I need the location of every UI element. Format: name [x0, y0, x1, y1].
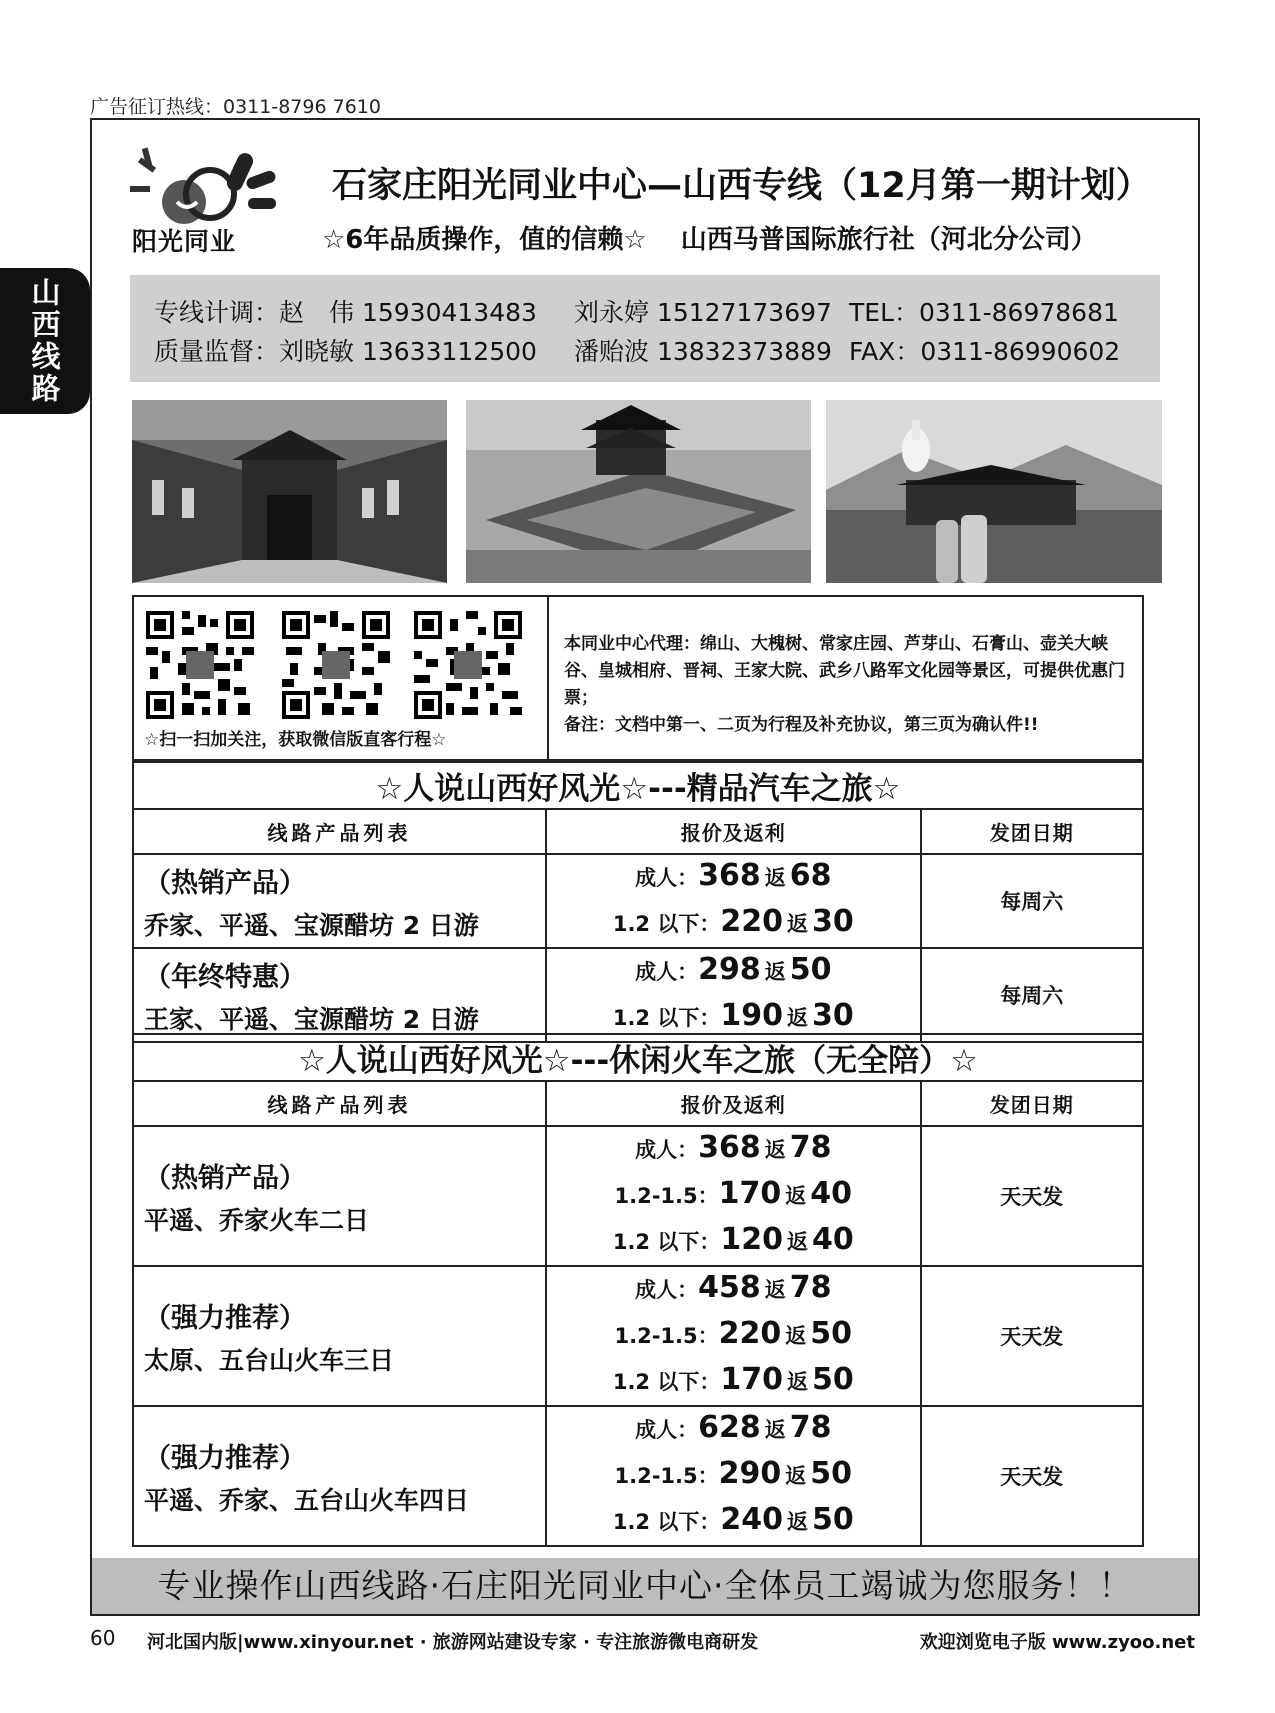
price-label: 1.2-1.5：: [614, 1464, 719, 1488]
price-value: 290: [718, 1456, 782, 1491]
price-value: 190: [720, 998, 783, 1033]
departure-date: 每周六: [921, 948, 1143, 1042]
rebate-label: 返: [785, 1184, 807, 1208]
contact-box: [130, 275, 1160, 382]
contact-planner-2: 刘永婷 15127173697: [574, 298, 832, 327]
price-label: 1.2 以下：: [612, 912, 721, 936]
subtitle-company: 山西马普国际旅行社（河北分公司）: [680, 225, 1097, 255]
route-tag: （强力推荐）: [144, 1302, 306, 1334]
document-note: 备注：文档中第一、二页为行程及补充协议，第三页为确认件!!: [564, 715, 1039, 735]
rebate-label: 返: [764, 1138, 786, 1162]
table-row[interactable]: [133, 948, 1143, 1042]
route-cell: [133, 1266, 546, 1406]
price-value: 170: [718, 1176, 782, 1211]
ad-frame: [90, 118, 1200, 1616]
city-wall-photo: [466, 400, 811, 583]
agent-notice: [564, 631, 1139, 739]
price-line: [547, 1127, 920, 1173]
table-row[interactable]: [133, 1126, 1143, 1266]
rebate-label: 返: [786, 1510, 808, 1534]
rebate-value: 50: [789, 952, 832, 987]
rebate-value: 30: [811, 904, 854, 939]
qr-code-icon[interactable]: [282, 611, 390, 719]
column-header-route: 线路产品列表: [133, 1081, 546, 1126]
qr-code-icon[interactable]: [146, 611, 254, 719]
route-tag: （强力推荐）: [144, 1442, 306, 1474]
contact-row: [154, 332, 1160, 371]
agent-scenic-list: 本同业中心代理：绵山、大槐树、常家庄园、芦芽山、石膏山、壶关大峡谷、皇城相府、晋祠、王家大院、武乡八路军文化园等景区，可提供优惠门票；: [564, 634, 1125, 708]
rebate-label: 返: [764, 960, 786, 984]
route-name: 太原、五台山火车三日: [144, 1345, 395, 1375]
price-value: 240: [720, 1502, 783, 1537]
column-header-price: 报价及返利: [546, 809, 921, 854]
rebate-label: 返: [785, 1324, 807, 1348]
price-label: 成人：: [635, 1278, 699, 1302]
price-value: 368: [698, 858, 761, 893]
price-value: 458: [698, 1270, 761, 1305]
rebate-value: 50: [810, 1316, 853, 1351]
price-line: [547, 1267, 920, 1313]
contact-row: [154, 293, 1160, 332]
train-tour-table: [132, 1033, 1144, 1547]
footer-slogan: 专业操作山西线路·石庄阳光同业中心·全体员工竭诚为您服务！！: [92, 1558, 1198, 1614]
rebate-label: 返: [786, 1006, 808, 1030]
price-line: [547, 901, 920, 947]
column-header-date: 发团日期: [921, 809, 1143, 854]
rebate-label: 返: [764, 866, 786, 890]
rebate-label: 返: [764, 1418, 786, 1442]
price-label: 1.2-1.5：: [614, 1184, 719, 1208]
price-label: 成人：: [635, 1418, 699, 1442]
footer-website-right[interactable]: 欢迎浏览电子版 www.zyoo.net: [919, 1632, 1195, 1653]
price-line: [547, 949, 920, 995]
temple-photo: [826, 400, 1162, 583]
rebate-label: 返: [786, 1370, 808, 1394]
rebate-value: 40: [810, 1176, 853, 1211]
price-line: [547, 1453, 920, 1499]
price-line: [547, 1313, 920, 1359]
rebate-value: 50: [811, 1502, 854, 1537]
contact-planner: 专线计调：赵 伟 15930413483: [154, 298, 537, 327]
price-value: 628: [698, 1410, 761, 1445]
price-cell: [546, 1266, 921, 1406]
price-cell: [546, 1406, 921, 1546]
price-cell: [546, 854, 921, 948]
route-tag: （年终特惠）: [144, 961, 306, 993]
price-label: 1.2 以下：: [612, 1006, 721, 1030]
route-name: 王家、平遥、宝源醋坊 2 日游: [144, 1004, 479, 1034]
departure-date: 每周六: [921, 854, 1143, 948]
table-row[interactable]: [133, 1266, 1143, 1406]
rebate-value: 78: [789, 1410, 832, 1445]
departure-date: 天天发: [921, 1406, 1143, 1546]
photo-strip: [132, 400, 1162, 583]
rebate-label: 返: [785, 1464, 807, 1488]
column-header-route: 线路产品列表: [133, 809, 546, 854]
qr-code-icon[interactable]: [414, 611, 522, 719]
contact-fax: FAX：0311-86990602: [849, 337, 1121, 366]
rebate-value: 78: [789, 1270, 832, 1305]
logo-text: 阳光同业: [132, 227, 237, 256]
info-box: [132, 595, 1144, 761]
price-cell: [546, 1126, 921, 1266]
contact-tel: TEL：0311-86978681: [849, 298, 1119, 327]
table-row[interactable]: [133, 854, 1143, 948]
side-section-tab[interactable]: [0, 268, 90, 414]
subtitle-slogan: ☆6年品质操作，值的信赖☆: [322, 225, 647, 255]
column-header-price: 报价及返利: [546, 1081, 921, 1126]
price-line: [547, 1359, 920, 1405]
bus-tour-table: [132, 761, 1144, 1043]
rebate-value: 78: [789, 1130, 832, 1165]
rebate-label: 返: [786, 912, 808, 936]
price-line: [547, 1219, 920, 1265]
route-name: 平遥、乔家、五台山火车四日: [144, 1485, 470, 1515]
price-label: 成人：: [635, 1138, 699, 1162]
price-cell: [546, 948, 921, 1042]
price-line: [547, 1173, 920, 1219]
contact-quality-2: 潘贻波 13832373889: [574, 337, 832, 366]
route-name: 乔家、平遥、宝源醋坊 2 日游: [144, 910, 479, 940]
rebate-value: 40: [811, 1222, 854, 1257]
price-value: 298: [698, 952, 761, 987]
price-value: 220: [720, 904, 783, 939]
table-row[interactable]: [133, 1406, 1143, 1546]
price-value: 120: [720, 1222, 783, 1257]
train-tour-title: ☆人说山西好风光☆---休闲火车之旅（无全陪）☆: [133, 1034, 1143, 1081]
page-number: 60: [90, 1626, 116, 1650]
route-tag: （热销产品）: [144, 867, 306, 899]
rebate-value: 30: [811, 998, 854, 1033]
rebate-value: 50: [811, 1362, 854, 1397]
price-value: 368: [698, 1130, 761, 1165]
price-value: 170: [720, 1362, 783, 1397]
footer-website-left[interactable]: 河北国内版|www.xinyour.net · 旅游网站建设专家 · 专注旅游微电商研发: [147, 1632, 759, 1653]
rebate-label: 返: [786, 1230, 808, 1254]
price-value: 220: [718, 1316, 782, 1351]
contact-quality: 质量监督：刘晓敏 13633112500: [154, 337, 537, 366]
route-tag: （热销产品）: [144, 1162, 306, 1194]
price-line: [547, 1407, 920, 1453]
ad-title: 石家庄阳光同业中心—山西专线（12月第一期计划）: [332, 166, 1151, 206]
price-label: 1.2-1.5：: [614, 1324, 719, 1348]
route-name: 平遥、乔家火车二日: [144, 1205, 370, 1235]
price-label: 成人：: [635, 866, 699, 890]
route-cell: [133, 1406, 546, 1546]
departure-date: 天天发: [921, 1266, 1143, 1406]
rebate-value: 50: [810, 1456, 853, 1491]
route-cell: [133, 1126, 546, 1266]
price-line: [547, 1499, 920, 1545]
price-line: [547, 855, 920, 901]
route-cell: [133, 948, 546, 1042]
rebate-value: 68: [789, 858, 832, 893]
price-label: 1.2 以下：: [612, 1370, 721, 1394]
bus-tour-title: ☆人说山西好风光☆---精品汽车之旅☆: [133, 762, 1143, 809]
side-tab-label: 山西线路: [27, 277, 62, 405]
departure-date: 天天发: [921, 1126, 1143, 1266]
courtyard-photo: [132, 400, 447, 583]
ad-hotline: 广告征订热线：0311-8796 7610: [90, 96, 381, 118]
price-label: 1.2 以下：: [612, 1230, 721, 1254]
price-label: 1.2 以下：: [612, 1510, 721, 1534]
qr-area: [134, 597, 549, 759]
rebate-label: 返: [764, 1278, 786, 1302]
qr-caption: ☆扫一扫加关注，获取微信版直客行程☆: [144, 730, 447, 750]
route-cell: [133, 854, 546, 948]
ad-subtitle: [322, 219, 1097, 256]
column-header-date: 发团日期: [921, 1081, 1143, 1126]
price-label: 成人：: [635, 960, 699, 984]
